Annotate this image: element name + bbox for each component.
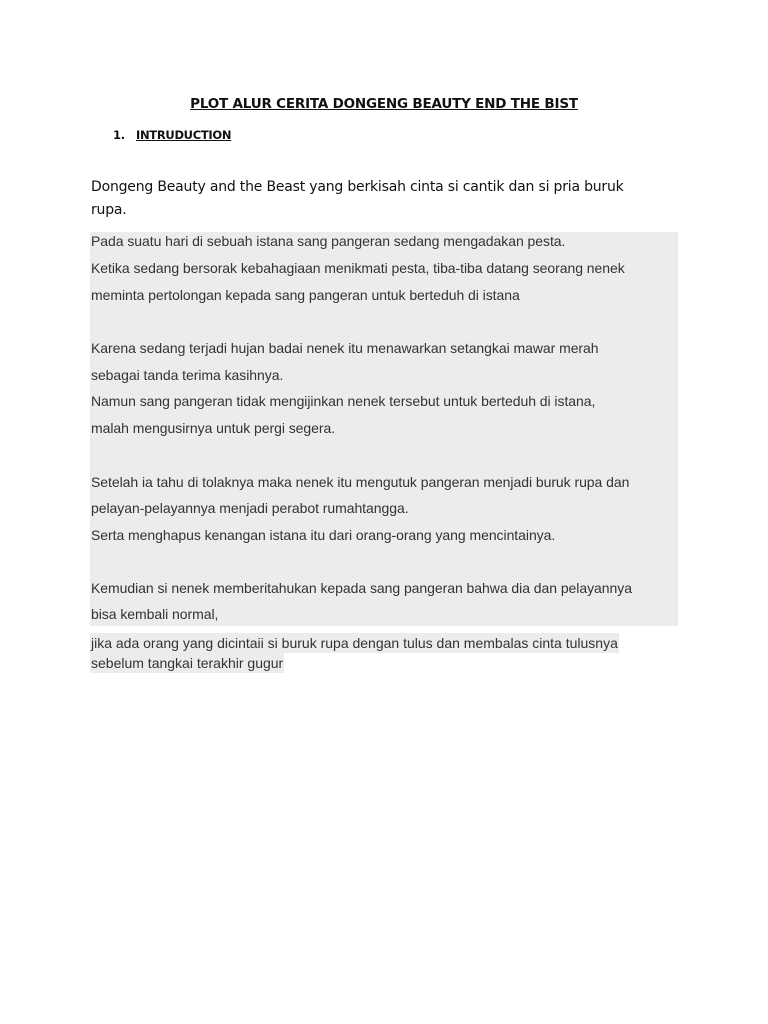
- story-line: Karena sedang terjadi hujan badai nenek itu menawarkan setangkai mawar merah: [91, 340, 599, 356]
- story-line: Kemudian si nenek memberitahukan kepada sang pangeran bahwa dia dan pelayannya: [91, 580, 632, 596]
- story-line: Ketika sedang bersorak kebahagiaan menikmati pesta, tiba-tiba datang seorang nenek: [91, 260, 625, 276]
- page-title: PLOT ALUR CERITA DONGENG BEAUTY END THE BIST: [190, 96, 578, 112]
- story-line: Namun sang pangeran tidak mengijinkan nenek tersebut untuk berteduh di istana,: [91, 393, 596, 409]
- section-number: 1.: [113, 128, 125, 142]
- story-line: pelayan-pelayannya menjadi perabot rumahtangga.: [91, 500, 409, 516]
- story-tail-line: jika ada orang yang dicintaii si buruk rupa dengan tulus dan membalas cinta tulusnya: [91, 635, 618, 651]
- section-heading: [113, 128, 231, 142]
- story-tail-line: sebelum tangkai terakhir gugur: [91, 655, 284, 671]
- story-line: sebagai tanda terima kasihnya.: [91, 367, 284, 383]
- story-line: Setelah ia tahu di tolaknya maka nenek itu mengutuk pangeran menjadi buruk rupa dan: [91, 474, 630, 490]
- story-line: malah mengusirnya untuk pergi segera.: [91, 420, 336, 436]
- story-line: bisa kembali normal,: [91, 606, 219, 622]
- story-line: Pada suatu hari di sebuah istana sang pangeran sedang mengadakan pesta.: [91, 233, 566, 249]
- story-line: meminta pertolongan kepada sang pangeran untuk berteduh di istana: [91, 287, 520, 303]
- intro-paragraph: Dongeng Beauty and the Beast yang berkisah cinta si cantik dan si pria buruk rupa.: [91, 179, 624, 218]
- story-line: Serta menghapus kenangan istana itu dari orang-orang yang mencintainya.: [91, 527, 556, 543]
- section-label: INTRUDUCTION: [136, 128, 232, 142]
